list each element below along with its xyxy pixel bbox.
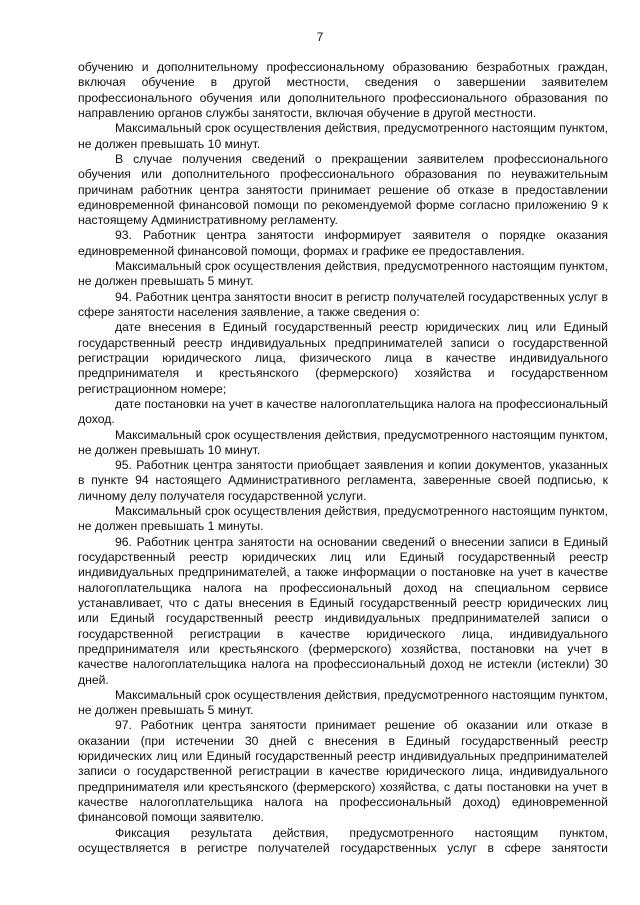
paragraph: Максимальный срок осуществления действия, предусмотренного настоящим пунктом, не должен превышать 1 минуты.: [78, 504, 608, 534]
paragraph: 96. Работник центра занятости на основании сведений о внесении записи в Единый государственный реестр юридических лиц или Единый государственный реестр индивидуальных предпринимателей, а также информации о постановке на учет в качестве налогоплательщика налога на профессиональный доход на специальном сервисе устанавливает, что с даты внесения в Единый государственный реестр юридических лиц или Единый государственный реестр индивидуальных предпринимателей записи о государственной регистрации в качестве юридического лица, индивидуального предпринимателя или крестьянского (фермерского) хозяйства, постановки на учет в качестве налогоплательщика налога на профессиональный доход не истекли (истекли) 30 дней.: [78, 534, 608, 687]
paragraph: Фиксация результата действия, предусмотренного настоящим пунктом, осуществляется в регистре получателей государственных услуг в сфере занятости: [78, 825, 608, 855]
paragraph: 93. Работник центра занятости информирует заявителя о порядке оказания единовременной финансовой помощи, формах и графике ее предоставления.: [78, 228, 608, 258]
document-body: [78, 60, 608, 856]
paragraph: Максимальный срок осуществления действия, предусмотренного настоящим пунктом, не должен превышать 10 минут.: [78, 121, 608, 151]
paragraph: В случае получения сведений о прекращении заявителем профессионального обучения или дополнительного профессионального образования по неуважительным причинам работник центра занятости принимает решение об отказе в предоставлении единовременной финансовой помощи по рекомендуемой форме согласно приложению 9 к настоящему Административному регламенту.: [78, 151, 608, 228]
page-number: 7: [316, 30, 324, 44]
paragraph: обучению и дополнительному профессиональному образованию безработных граждан, включая обучение в другой местности, сведения о завершении заявителем профессионального обучения или дополнительного профессионального образования по направлению органов службы занятости, включая обучение в другой местности.: [78, 60, 608, 120]
paragraph: 95. Работник центра занятости приобщает заявления и копии документов, указанных в пункте 94 настоящего Административного регламента, заверенные своей подписью, к личному делу получателя государственной услуги.: [78, 458, 608, 503]
paragraph: Максимальный срок осуществления действия, предусмотренного настоящим пунктом, не должен превышать 10 минут.: [78, 427, 608, 457]
paragraph: Максимальный срок осуществления действия, предусмотренного настоящим пунктом, не должен превышать 5 минут.: [78, 687, 608, 718]
paragraph: дате внесения в Единый государственный реестр юридических лиц или Единый государственный реестр индивидуальных предпринимателей записи о государственной регистрации юридического лица, физического лица в качестве индивидуального предпринимателя и крестьянского (фермерского) хозяйства и государственном регистрационном номере;: [78, 320, 608, 396]
paragraph: Максимальный срок осуществления действия, предусмотренного настоящим пунктом, не должен превышать 5 минут.: [78, 259, 608, 289]
paragraph: дате постановки на учет в качестве налогоплательщика налога на профессиональный доход.: [78, 396, 608, 427]
paragraph: 94. Работник центра занятости вносит в регистр получателей государственных услуг в сфере занятости населения заявление, а также сведения о:: [78, 289, 608, 319]
paragraph: 97. Работник центра занятости принимает решение об оказании или отказе в оказании (при истечении 30 дней с внесения в Единый государственный реестр юридических лиц или Единый государственный реестр индивидуальных предпринимателей записи о государственной регистрации в качестве юридического лица, индивидуального предпринимателя или крестьянского (фермерского) хозяйства, с даты постановки на учет в качестве налогоплательщика налога на профессиональный доход) единовременной финансовой помощи заявителю.: [78, 718, 608, 825]
